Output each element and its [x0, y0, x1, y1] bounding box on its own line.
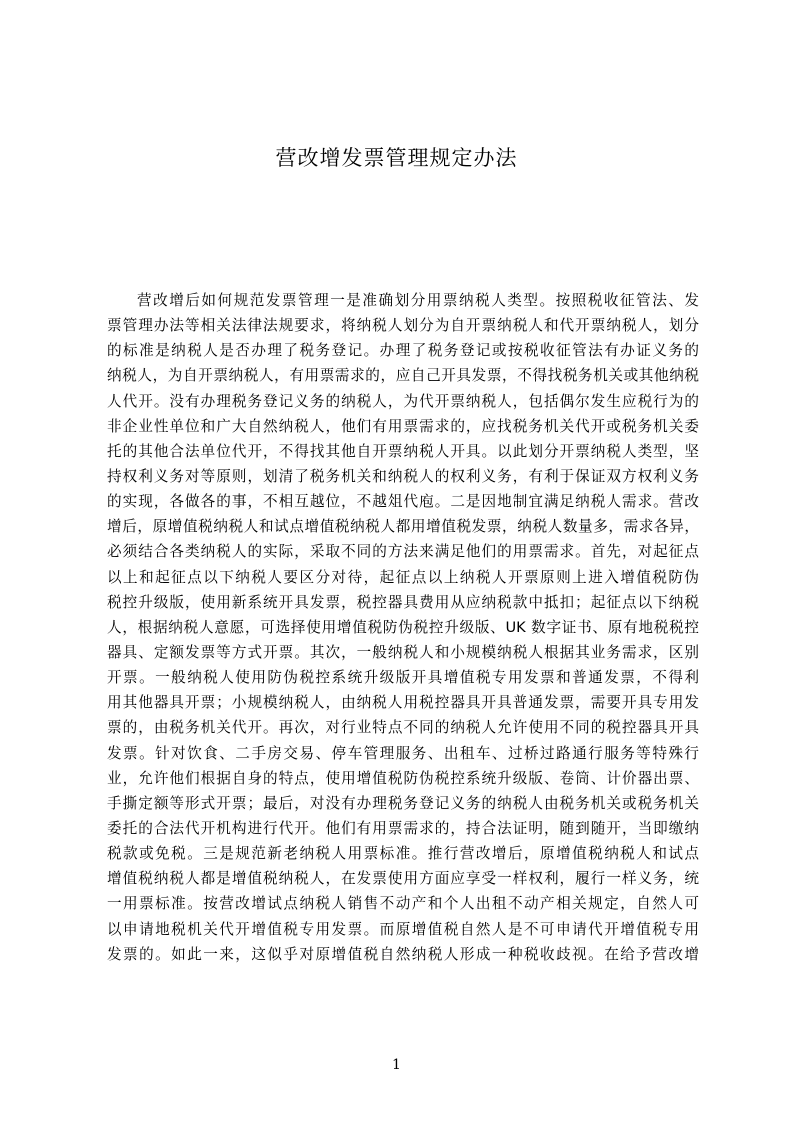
paragraph-line: 的标准是纳税人是否办理了税务登记。办理了税务登记或按税收征管法有办证义务的 — [107, 342, 699, 360]
body-paragraph — [107, 288, 699, 967]
paragraph-line: 用其他器具开票；小规模纳税人，由纳税人用税控器具开具普通发票，需要开具专用发 — [107, 694, 699, 712]
paragraph-line: 必须结合各类纳税人的实际，采取不同的方法来满足他们的用票需求。首先，对起征点 — [107, 543, 699, 561]
paragraph-line: 开票。一般纳税人使用防伪税控系统升级版开具增值税专用发票和普通发票，不得利 — [107, 669, 699, 687]
paragraph-line: 器具、定额发票等方式开票。其次，一般纳税人和小规模纳税人根据其业务需求，区别 — [107, 643, 699, 661]
paragraph-line: 以上和起征点以下纳税人要区分对待，起征点以上纳税人开票原则上进入增值税防伪 — [107, 568, 699, 586]
paragraph-line: 以申请地税机关代开增值税专用发票。而原增值税自然人是不可申请代开增值税专用 — [107, 920, 699, 938]
paragraph-line: 的实现，各做各的事，不相互越位，不越俎代庖。二是因地制宜满足纳税人需求。营改 — [107, 493, 699, 511]
paragraph-line: 非企业性单位和广大自然纳税人，他们有用票需求的，应找税务机关代开或税务机关委 — [107, 417, 699, 435]
paragraph-line: 票管理办法等相关法律法规要求，将纳税人划分为自开票纳税人和代开票纳税人，划分 — [107, 317, 699, 335]
paragraph-line: 税控升级版，使用新系统开具发票，税控器具费用从应纳税款中抵扣；起征点以下纳税 — [107, 593, 699, 611]
paragraph-line: 发票。针对饮食、二手房交易、停车管理服务、出租车、过桥过路通行服务等特殊行 — [107, 744, 699, 762]
paragraph-line: 业，允许他们根据自身的特点，使用增值税防伪税控系统升级版、卷筒、计价器出票、 — [107, 769, 699, 787]
paragraph-line: 持权利义务对等原则，划清了税务机关和纳税人的权利义务，有利于保证双方权利义务 — [107, 467, 699, 485]
paragraph-line: 纳税人，为自开票纳税人，有用票需求的，应自己开具发票，不得找税务机关或其他纳税 — [107, 367, 699, 385]
paragraph-line: 增后，原增值税纳税人和试点增值税纳税人都用增值税发票，纳税人数量多，需求各异， — [107, 518, 699, 536]
paragraph-line: 税款或免税。三是规范新老纳税人用票标准。推行营改增后，原增值税纳税人和试点 — [107, 845, 699, 863]
paragraph-line: 手撕定额等形式开票；最后，对没有办理税务登记义务的纳税人由税务机关或税务机关 — [107, 794, 699, 812]
paragraph-line: 托的其他合法单位代开，不得找其他自开票纳税人开具。以此划分开票纳税人类型，坚 — [107, 442, 699, 460]
paragraph-line: 人，根据纳税人意愿，可选择使用增值税防伪税控升级版、UK 数字证书、原有地税税控 — [107, 618, 699, 636]
paragraph-line: 人代开。没有办理税务登记义务的纳税人，为代开票纳税人，包括偶尔发生应税行为的 — [107, 392, 699, 410]
page-number: 1 — [392, 1057, 401, 1073]
paragraph-line: 一用票标准。按营改增试点纳税人销售不动产和个人出租不动产相关规定，自然人可 — [107, 895, 699, 913]
paragraph-line: 委托的合法代开机构进行代开。他们有用票需求的，持合法证明，随到随开，当即缴纳 — [107, 819, 699, 837]
paragraph-line: 发票的。如此一来，这似乎对原增值税自然纳税人形成一种税收歧视。在给予营改增 — [107, 945, 699, 963]
paragraph-line: 增值税纳税人都是增值税纳税人，在发票使用方面应享受一样权利，履行一样义务，统 — [107, 870, 699, 888]
document-title: 营改增发票管理规定办法 — [275, 146, 518, 170]
paragraph-line: 票的，由税务机关代开。再次，对行业特点不同的纳税人允许使用不同的税控器具开具 — [107, 719, 699, 737]
paragraph-line: 营改增后如何规范发票管理一是准确划分用票纳税人类型。按照税收征管法、发 — [137, 292, 699, 309]
